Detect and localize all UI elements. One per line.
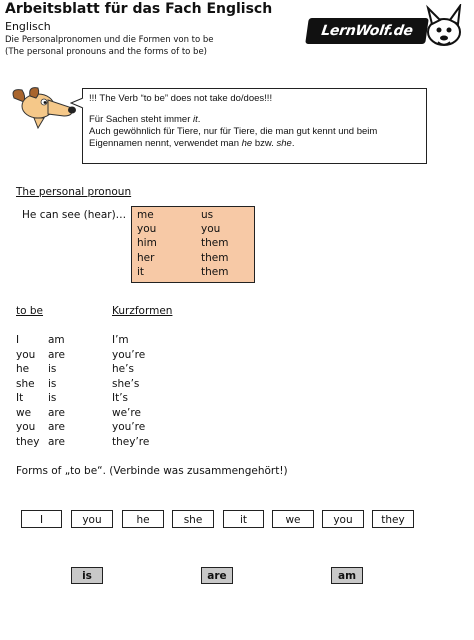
tobe-verb: are <box>48 349 65 361</box>
tobe-short-form: I’m <box>112 334 129 346</box>
pronoun-table <box>131 206 255 283</box>
pronoun-box-i[interactable]: I <box>21 510 62 528</box>
to-be-heading: to be <box>16 305 44 317</box>
tobe-short-form: you’re <box>112 349 146 361</box>
tobe-verb: am <box>48 334 65 346</box>
pronoun-box-she[interactable]: she <box>172 510 214 528</box>
wolf-mascot-icon <box>418 4 470 52</box>
tobe-verb: is <box>48 378 57 390</box>
page-title: Arbeitsblatt für das Fach Englisch <box>5 1 273 17</box>
tobe-pronoun: It <box>16 392 24 404</box>
tobe-pronoun: you <box>16 349 36 361</box>
tobe-verb: are <box>48 407 65 419</box>
callout-line-2: Für Sachen steht immer it. <box>89 114 201 125</box>
tobe-pronoun: you <box>16 421 36 433</box>
pronoun-box-they[interactable]: they <box>372 510 414 528</box>
tobe-short-form: we’re <box>112 407 141 419</box>
tobe-short-form: she’s <box>112 378 140 390</box>
tobe-short-form: he’s <box>112 363 134 375</box>
tobe-pronoun: he <box>16 363 30 375</box>
callout-line-4: Eigennamen nennt, verwendet man he bzw. she. <box>89 138 295 149</box>
pronoun-box-it[interactable]: it <box>223 510 264 528</box>
pronoun-box-you[interactable]: you <box>71 510 113 528</box>
verb-box-am[interactable]: am <box>331 567 363 584</box>
pronoun-box-we[interactable]: we <box>272 510 314 528</box>
pronoun-box-you-plural[interactable]: you <box>322 510 364 528</box>
pronoun-cell: them <box>201 252 229 264</box>
tobe-short-form: you’re <box>112 421 146 433</box>
tobe-short-form: It’s <box>112 392 129 404</box>
personal-pronoun-heading: The personal pronoun <box>16 186 132 198</box>
pronoun-cell: me <box>137 209 154 221</box>
pronoun-cell: them <box>201 266 229 278</box>
tobe-pronoun: they <box>16 436 40 448</box>
pronoun-box-he[interactable]: he <box>122 510 164 528</box>
tobe-pronoun: we <box>16 407 32 419</box>
tobe-verb: is <box>48 392 57 404</box>
subject-label: Englisch <box>5 20 51 33</box>
pronoun-cell: him <box>137 237 157 249</box>
pronoun-cell: them <box>201 237 229 249</box>
description-english: (The personal pronouns and the forms of to be) <box>5 47 207 57</box>
exercise-instruction: Forms of „to be“. (Verbinde was zusammengehört!) <box>16 465 288 477</box>
short-forms-heading: Kurzformen <box>112 305 173 317</box>
tobe-pronoun: I <box>16 334 20 346</box>
logo-text: LernWolf.de <box>320 23 414 39</box>
callout-pointer-icon <box>70 96 84 110</box>
lernwolf-logo <box>305 18 429 44</box>
pronoun-cell: it <box>137 266 145 278</box>
pronoun-example-sentence: He can see (hear)… <box>22 209 127 221</box>
verb-box-is[interactable]: is <box>71 567 103 584</box>
tobe-verb: are <box>48 421 65 433</box>
tobe-verb: is <box>48 363 57 375</box>
pronoun-cell: us <box>201 209 214 221</box>
tobe-verb: are <box>48 436 65 448</box>
dog-mascot-icon <box>8 84 78 132</box>
pronoun-cell: you <box>137 223 157 235</box>
tobe-pronoun: she <box>16 378 35 390</box>
pronoun-cell: you <box>201 223 221 235</box>
pronoun-cell: her <box>137 252 155 264</box>
callout-line-1: !!! The Verb “to be” does not take do/does!!! <box>89 93 273 104</box>
grammar-note-callout <box>82 88 427 164</box>
callout-line-3: Auch gewöhnlich für Tiere, nur für Tiere, die man gut kennt und beim <box>89 126 378 137</box>
verb-box-are[interactable]: are <box>201 567 233 584</box>
tobe-short-form: they’re <box>112 436 150 448</box>
description-german: Die Personalpronomen und die Formen von to be <box>5 35 214 45</box>
